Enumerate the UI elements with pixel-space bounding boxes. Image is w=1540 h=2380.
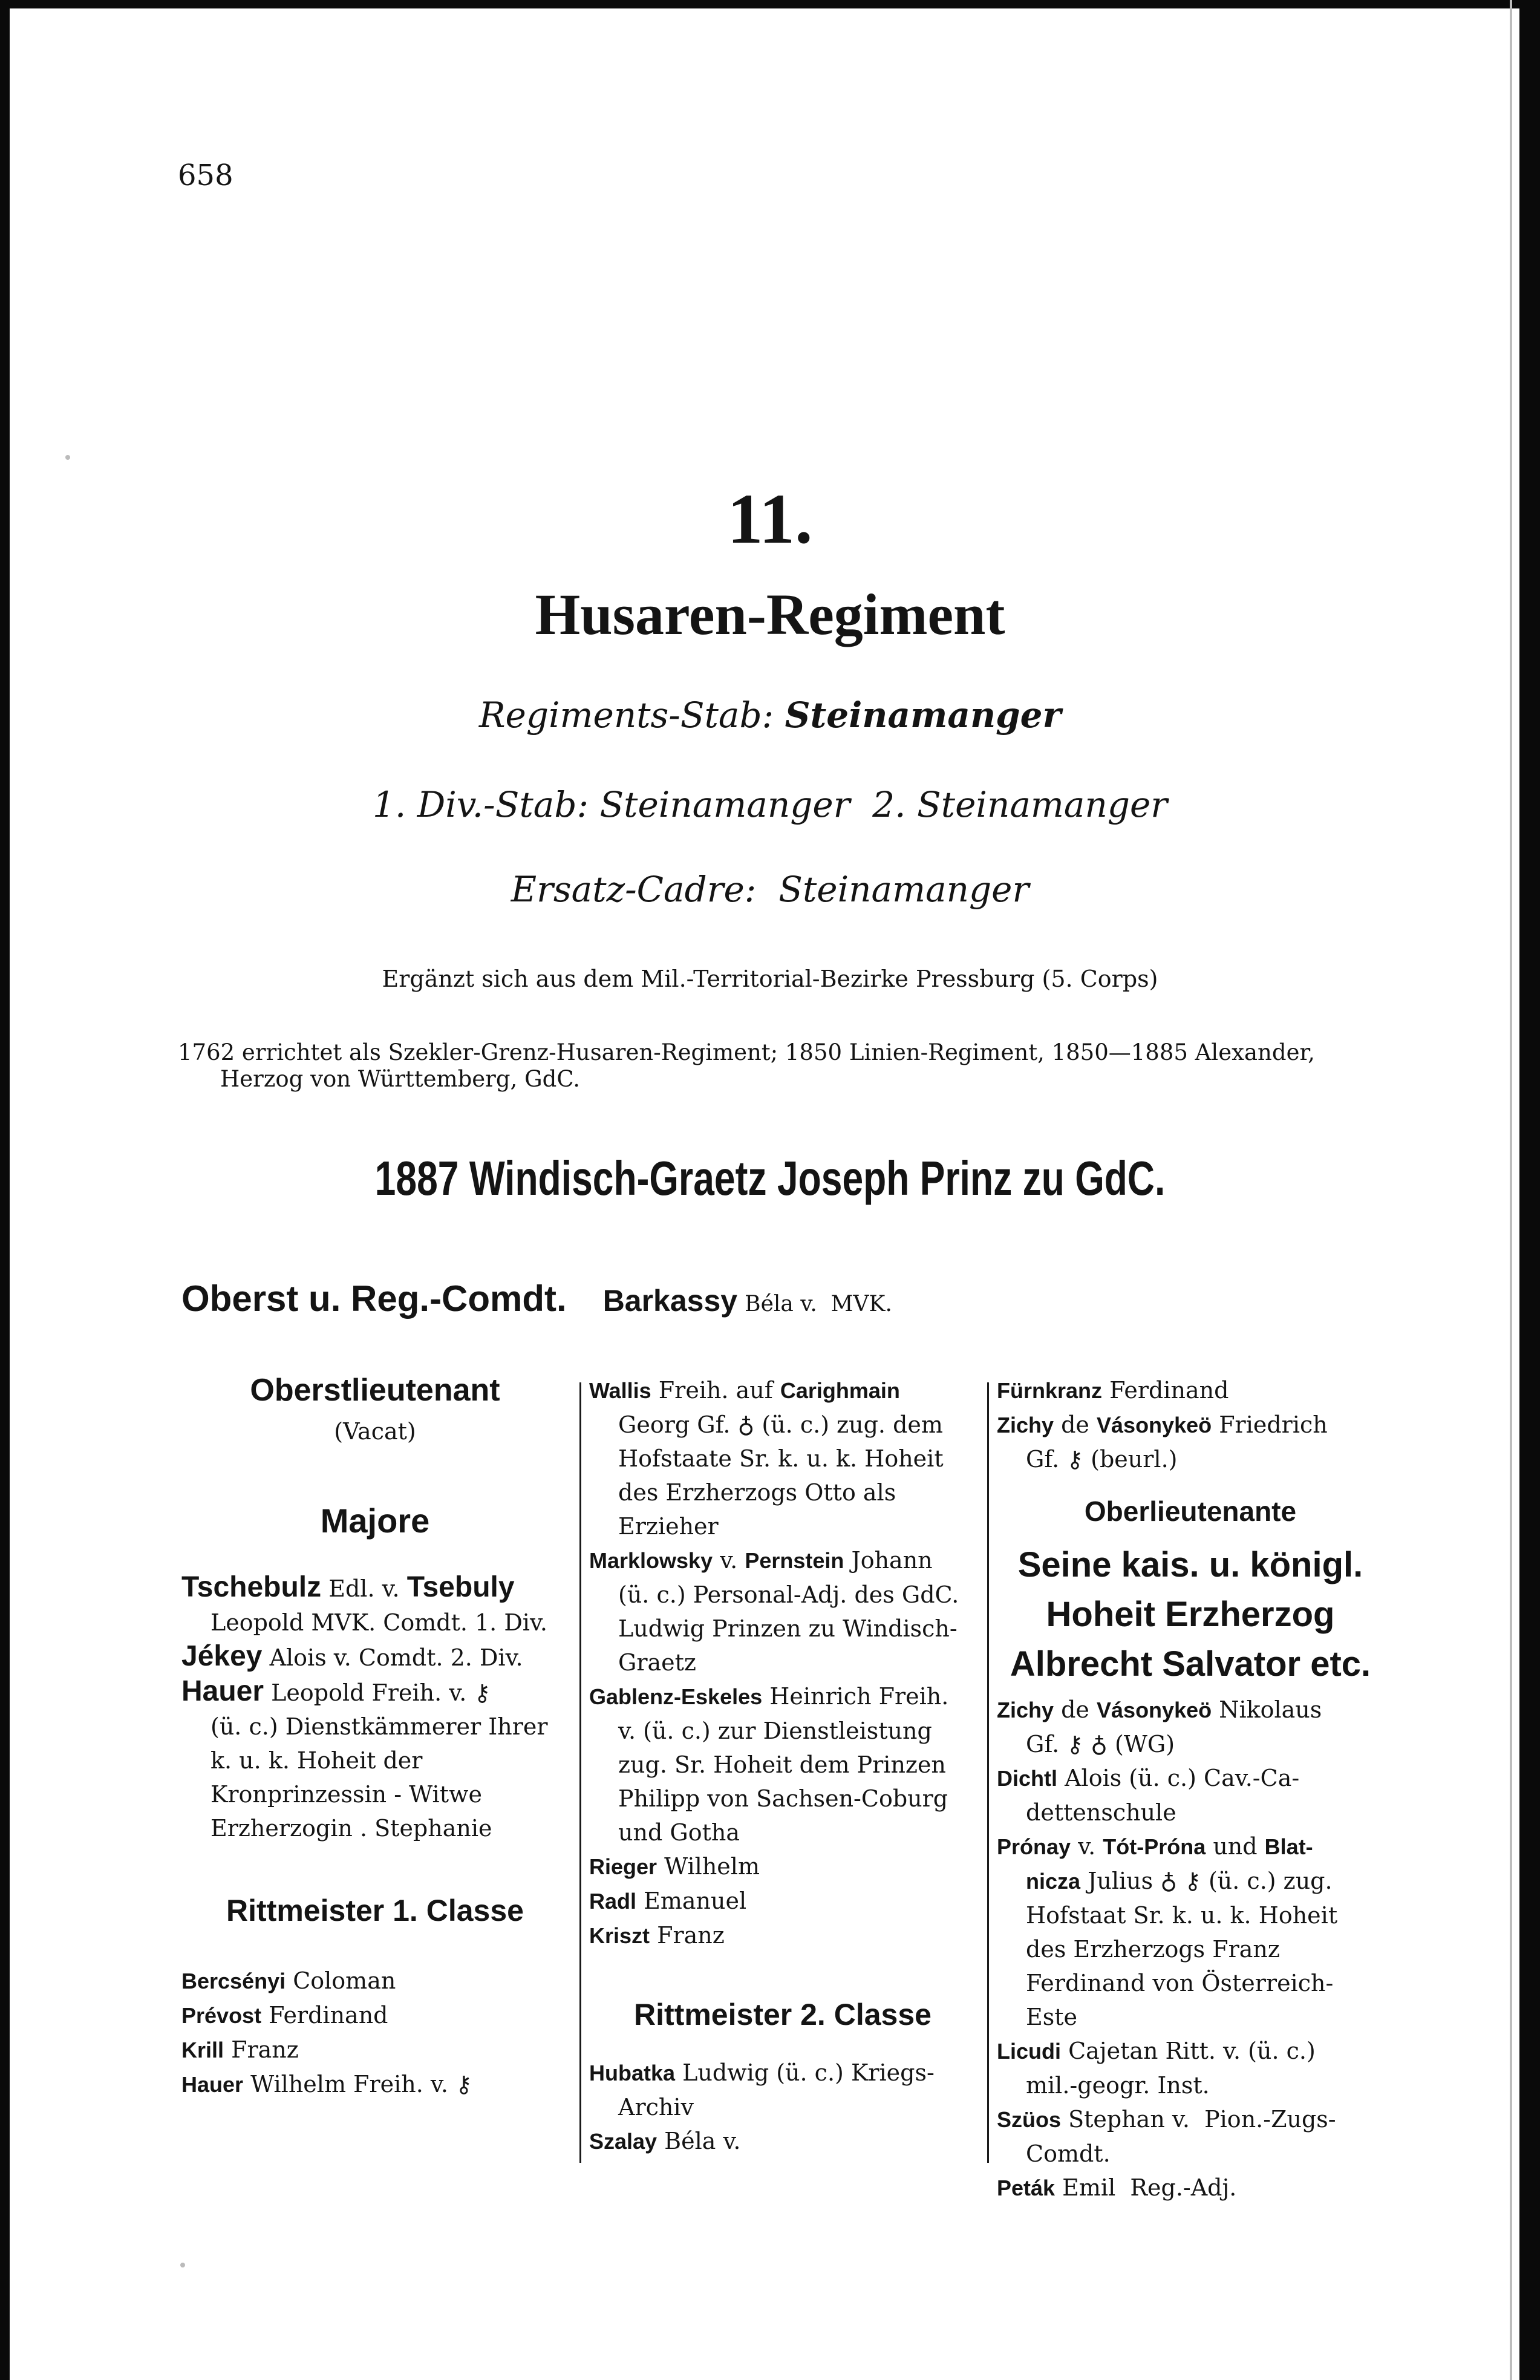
column-3 xyxy=(997,1373,1384,2205)
entry-name: Hubatka xyxy=(589,2061,676,2085)
scan-border-right-inner xyxy=(1510,0,1512,2380)
entry-name: Krill xyxy=(181,2038,224,2062)
column-divider xyxy=(987,1382,989,2163)
entry-name: Radl xyxy=(589,1889,637,1914)
entry-text: Friedrich xyxy=(1212,1411,1328,1438)
entry-text: Franz xyxy=(224,2036,299,2063)
entry-name: Peták xyxy=(997,2176,1055,2200)
page-number: 658 xyxy=(178,159,233,192)
entry-continuation: (ü. c.) Personal-Adj. des GdC. Ludwig Prinzen zu Windisch-Graetz xyxy=(618,1581,959,1676)
entry-name: Carighmain xyxy=(780,1378,900,1403)
section-title-oberlieutenante: Oberlieutenante xyxy=(1084,1496,1297,1527)
entry-text: Ferdinand xyxy=(261,2002,388,2029)
regiment-commander xyxy=(181,1278,892,1320)
entry-continuation: dettenschule xyxy=(1026,1799,1176,1826)
scan-border-right xyxy=(1519,0,1540,2380)
entry-text: v. xyxy=(1071,1833,1103,1860)
list-item xyxy=(589,1918,976,1953)
section-title-rittmeister-1: Rittmeister 1. Classe xyxy=(226,1894,524,1927)
entry-text: Leopold Freih. v. ⚷ xyxy=(264,1679,491,1706)
entry-continuation: mil.-geogr. Inst. xyxy=(1026,2072,1210,2099)
list-item xyxy=(997,1761,1384,1829)
entry-name: Rieger xyxy=(589,1854,657,1879)
list-item xyxy=(589,1373,976,1543)
scan-border-top xyxy=(0,0,1540,8)
entry-continuation: Comdt. xyxy=(1026,2140,1111,2167)
entry-name: Jékey xyxy=(181,1640,263,1672)
entry-name: Zichy xyxy=(997,1698,1054,1722)
entry-name: Blat- xyxy=(1264,1834,1313,1859)
section-title-majore: Majore xyxy=(320,1502,430,1540)
entry-text: Emil Reg.-Adj. xyxy=(1055,2174,1237,2201)
regiment-number: 11. xyxy=(727,479,813,558)
list-item xyxy=(181,1675,569,1845)
entry-name: Zichy xyxy=(997,1413,1054,1437)
commander-name: Barkassy xyxy=(602,1284,738,1318)
list-item xyxy=(997,1408,1384,1476)
entry-continuation: Georg Gf. ♁ (ü. c.) zug. dem Hofstaate Sr. k. u. k. Hoheit des Erzherzogs Otto als Erzieher xyxy=(618,1411,944,1540)
supply-district-line: Ergänzt sich aus dem Mil.-Territorial-Bezirke Pressburg (5. Corps) xyxy=(382,966,1158,992)
list-item xyxy=(589,2056,976,2124)
entry-name: Dichtl xyxy=(997,1766,1058,1791)
list-item xyxy=(181,1640,569,1675)
list-item xyxy=(589,1543,976,1679)
regiments-stab-label: Regiments-Stab: xyxy=(478,695,774,736)
entry-continuation: Archiv xyxy=(618,2094,694,2120)
entry-text: Franz xyxy=(650,1922,725,1949)
entry-name: Fürnkranz xyxy=(997,1378,1103,1403)
entry-continuation: (ü. c.) Dienstkämmerer Ihrer k. u. k. Hoheit der Kronprinzessin - Witwe Erzherzogin . Stephanie xyxy=(210,1713,548,1842)
entry-name: nicza xyxy=(1026,1869,1081,1894)
entry-name: Szüos xyxy=(997,2107,1062,2132)
entry-name: Szalay xyxy=(589,2129,657,2154)
entry-text: Coloman xyxy=(285,1967,396,1994)
regiments-stab-line xyxy=(0,695,1540,736)
scan-speck xyxy=(65,455,70,460)
entry-name: Hauer xyxy=(181,2072,244,2097)
entry-name: Wallis xyxy=(589,1378,651,1403)
entry-name: Vásonykeö xyxy=(1097,1413,1212,1437)
history-line-1: 1762 errichtet als Szekler-Grenz-Husaren-Regiment; 1850 Linien-Regiment, 1850—1885 Alexander, xyxy=(178,1039,1315,1065)
regiment-history xyxy=(178,1039,1412,1093)
entry-text: Alois v. Comdt. 2. Div. xyxy=(262,1644,523,1671)
list-item xyxy=(997,1373,1384,1408)
scan-speck xyxy=(180,2263,185,2267)
ersatz-cadre-line: Ersatz-Cadre: Steinamanger xyxy=(511,869,1029,910)
entry-text: und xyxy=(1206,1833,1265,1860)
list-item xyxy=(589,1884,976,1918)
entry-text: Ferdinand xyxy=(1102,1377,1229,1404)
history-line-2: Herzog von Württemberg, GdC. xyxy=(220,1066,581,1092)
regiments-stab-place: Steinamanger xyxy=(785,695,1062,736)
list-item xyxy=(997,1829,1384,2034)
column-1 xyxy=(181,1373,569,2102)
list-item xyxy=(589,1679,976,1849)
vacat-note: (Vacat) xyxy=(334,1418,416,1445)
entry-name: Licudi xyxy=(997,2039,1061,2064)
column-divider xyxy=(579,1382,581,2163)
list-item xyxy=(997,2171,1384,2205)
entry-text: Emanuel xyxy=(636,1888,747,1914)
list-item xyxy=(589,1849,976,1884)
entry-name: Marklowsky xyxy=(589,1548,713,1573)
entry-name: Tsebuly xyxy=(406,1571,515,1603)
entry-continuation: v. (ü. c.) zur Dienstleistung zug. Sr. Hoheit dem Prinzen Philipp von Sachsen-Coburg und Gotha xyxy=(618,1718,948,1846)
entry-text: Béla v. xyxy=(657,2128,741,2154)
entry-text: de xyxy=(1054,1411,1097,1438)
division-stab-line: 1. Div.-Stab: Steinamanger 2. Steinamanger xyxy=(372,784,1168,825)
list-item xyxy=(181,1964,569,1998)
entry-text: v. xyxy=(713,1547,745,1574)
entry-name: Tót-Próna xyxy=(1103,1834,1206,1859)
entry-text: Heinrich Freih. xyxy=(762,1683,949,1710)
entry-name: Hauer xyxy=(181,1675,264,1707)
entry-name: Tschebulz xyxy=(181,1571,322,1603)
entry-text: Edl. v. xyxy=(321,1575,407,1602)
commander-rank: Oberst u. Reg.-Comdt. xyxy=(181,1278,567,1319)
list-item xyxy=(181,2033,569,2067)
entry-continuation xyxy=(997,1864,1384,2034)
entry-text: Stephan v. Pion.-Zugs- xyxy=(1061,2106,1336,2133)
list-item xyxy=(181,2067,569,2102)
scan-border-left xyxy=(0,0,10,2380)
entry-name: Prévost xyxy=(181,2003,262,2028)
entry-text: Ludwig (ü. c.) Kriegs- xyxy=(675,2059,935,2086)
list-item xyxy=(997,1693,1384,1761)
entry-text: de xyxy=(1054,1696,1097,1723)
entry-text: Freih. auf xyxy=(651,1377,780,1404)
entry-text: Cajetan Ritt. v. (ü. c.) xyxy=(1061,2038,1316,2064)
commander-details: Béla v. MVK. xyxy=(745,1292,892,1316)
entry-text: Johann xyxy=(844,1547,933,1574)
regiment-inhaber: 1887 Windisch-Graetz Joseph Prinz zu GdC. xyxy=(374,1151,1166,1205)
entry-name: Prónay xyxy=(997,1834,1071,1859)
entry-name: Gablenz-Eskeles xyxy=(589,1684,763,1709)
section-title-rittmeister-2: Rittmeister 2. Classe xyxy=(634,1998,932,2032)
section-title-oberstlieutenant: Oberstlieutenant xyxy=(250,1373,500,1408)
entry-text: Wilhelm Freih. v. ⚷ xyxy=(243,2071,472,2097)
royal-entry: Seine kais. u. königl. Hoheit Erzherzog Albrecht Salvator etc. xyxy=(1010,1545,1371,1684)
entry-continuation: Gf. ⚷ ♁ (WG) xyxy=(1026,1731,1175,1757)
list-item xyxy=(997,2102,1384,2171)
list-item xyxy=(589,2124,976,2159)
entry-text: Alois (ü. c.) Cav.-Ca- xyxy=(1057,1765,1300,1791)
column-2 xyxy=(589,1373,976,2159)
entry-continuation: Gf. ⚷ (beurl.) xyxy=(1026,1446,1178,1473)
entry-name: Vásonykeö xyxy=(1097,1698,1212,1722)
entry-text: Julius ♁ ⚷ (ü. c.) zug. Hofstaat Sr. k. u. k. Hoheit des Erzherzogs Franz Ferdinand von Österreich-Este xyxy=(1026,1868,1345,2030)
entry-text: Wilhelm xyxy=(657,1853,760,1880)
entry-name: Pernstein xyxy=(745,1548,844,1573)
list-item xyxy=(181,1571,569,1640)
entry-name: Kriszt xyxy=(589,1923,650,1948)
regiment-name: Husaren-Regiment xyxy=(535,582,1005,647)
entry-name: Bercsényi xyxy=(181,1969,286,1993)
entry-continuation: Leopold MVK. Comdt. 1. Div. xyxy=(210,1609,547,1636)
list-item xyxy=(181,1998,569,2033)
entry-text: Nikolaus xyxy=(1212,1696,1322,1723)
list-item xyxy=(997,2034,1384,2102)
